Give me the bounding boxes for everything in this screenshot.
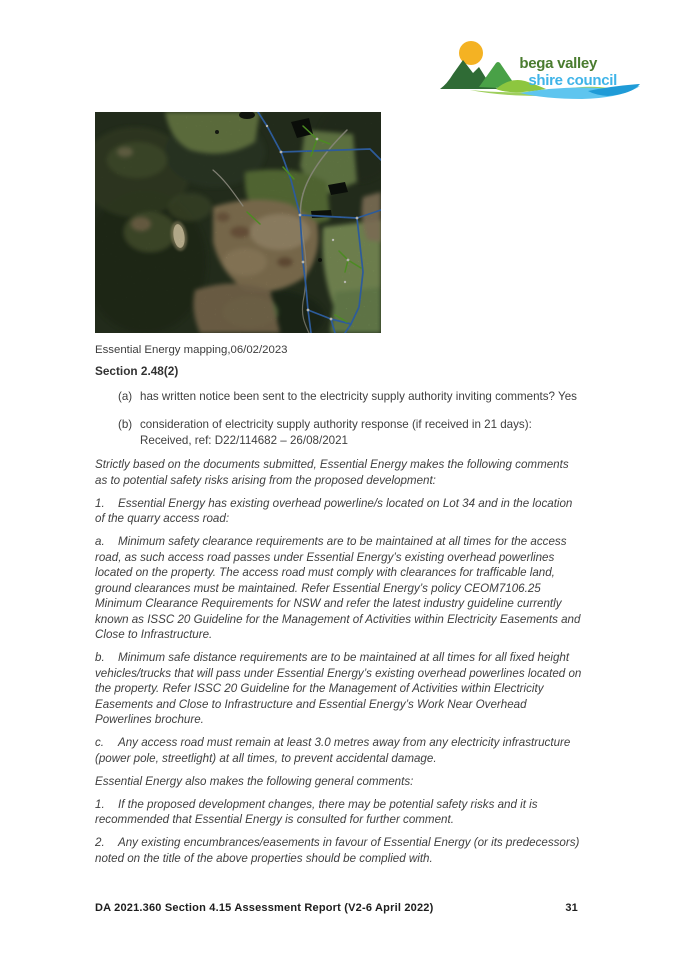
section-item-a [118, 389, 583, 405]
comment-paragraph [95, 797, 583, 828]
map-grain-overlay [95, 112, 381, 333]
item-text: has written notice been sent to the electricity supply authority inviting comments? Yes [140, 389, 577, 403]
comment-paragraph [95, 496, 583, 527]
logo-text-line1: bega valley [519, 55, 597, 72]
paragraph-text: If the proposed development changes, there may be potential safety risks and it is recommended that Essential Energy is consulted for further comment. [95, 797, 538, 826]
footer-report-title: DA 2021.360 Section 4.15 Assessment Report (V2-6 April 2022) [95, 902, 434, 914]
comment-paragraph [95, 457, 583, 488]
paragraph-marker: 1. [95, 496, 105, 510]
comment-paragraph [95, 835, 583, 866]
item-marker: (b) [118, 418, 133, 431]
section-item-b [118, 417, 583, 448]
paragraph-text: Any access road must remain at least 3.0 metres away from any electricity infrastructure (power pole, streetlight) at all times, to prevent accidental damage. [95, 736, 571, 765]
footer-page-number: 31 [565, 902, 578, 914]
item-marker: (a) [118, 389, 133, 403]
paragraph-text: Any existing encumbrances/easements in favour of Essential Energy (or its predecessors) noted on the title of the above properties should be complied with. [95, 836, 580, 865]
paragraph-marker: 1. [95, 797, 105, 811]
council-logo-graphic [440, 38, 642, 102]
map-caption: Essential Energy mapping,06/02/2023 [95, 344, 288, 356]
aerial-map-image [95, 112, 381, 333]
paragraph-text: Essential Energy also makes the following general comments: [95, 774, 414, 788]
paragraph-text: Strictly based on the documents submitted, Essential Energy makes the following comments as to potential safety risks arising from the proposed development: [95, 458, 569, 487]
paragraph-text: Minimum safe distance requirements are to be maintained at all times for all fixed height vehicles/trucks that will pass under Essential Energy’s existing overhead powerlines located on the property. Refer ISSC 20 Guideline for the Management of Activities within Electricity Easements and Close to Infrastructure and Essential Energy’s Work Near Overhead Powerlines brochure. [95, 651, 582, 726]
comment-paragraph [95, 534, 583, 643]
council-logo [440, 38, 642, 102]
section-heading: Section 2.48(2) [95, 364, 179, 378]
comment-paragraph [95, 735, 583, 766]
paragraph-text: Minimum safety clearance requirements are to be maintained at all times for the access road, as such access road passes under Essential Energy’s existing overhead powerlines located on the property. The access road must comply with clearances for trafficable land, ground clearances must be maintained. Refer Essential Energy’s policy CEOM7106.25 Minimum Clearance Requirements for NSW and refer the latest industry guideline currently known as ISSC 20 Guideline for the Management of Activities within Electricity Easements and Close to Infrastructure. [95, 535, 581, 641]
logo-text-line2: shire council [528, 72, 617, 89]
comment-paragraph [95, 650, 583, 728]
comment-paragraph [95, 774, 583, 790]
paragraph-marker: 2. [95, 836, 105, 849]
paragraph-marker: a. [95, 535, 105, 548]
paragraph-marker: b. [95, 651, 105, 664]
item-text: consideration of electricity supply authority response (if received in 21 days): Received, ref: D22/114682 – 26/08/2021 [140, 418, 532, 447]
page-footer [95, 902, 578, 914]
paragraph-marker: c. [95, 736, 105, 749]
paragraph-text: Essential Energy has existing overhead powerline/s located on Lot 34 and in the location of the quarry access road: [95, 496, 573, 525]
report-body [95, 364, 583, 874]
